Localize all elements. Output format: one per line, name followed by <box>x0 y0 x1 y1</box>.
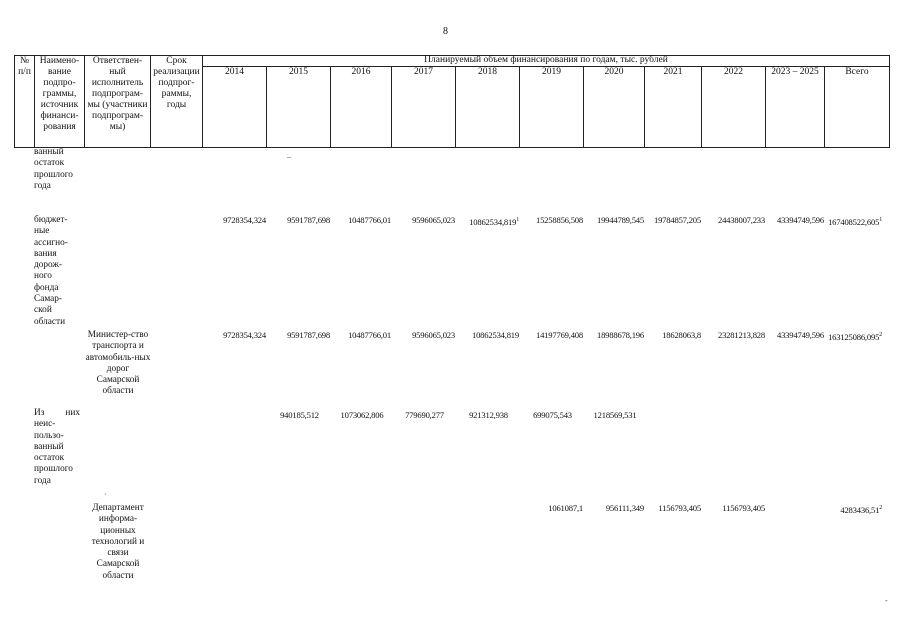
value-cell-dept <box>522 503 583 514</box>
value-cell-ministry <box>394 330 455 341</box>
footnote-mark: 1 <box>516 217 519 223</box>
value-text: 9596065,023 <box>412 330 455 340</box>
header-year: 2022 <box>702 67 766 148</box>
value-cell-ministry <box>586 330 644 341</box>
value-text: 19944789,545 <box>596 215 644 225</box>
header-year-total: Всего <box>825 67 890 148</box>
header-year: 2017 <box>392 67 456 148</box>
value-text: 15258856,508 <box>535 215 583 225</box>
table-header <box>14 55 890 148</box>
value-text: 14197769,408 <box>535 330 583 340</box>
value-cell-ministry <box>205 330 266 341</box>
value-text: 19784857,205 <box>653 215 701 225</box>
value-text: 1156793,405 <box>722 503 765 513</box>
value-text: 10862534,819 <box>471 330 519 340</box>
value-cell-budget <box>768 215 824 226</box>
value-text: 163125086,095 <box>828 331 880 342</box>
footnote-mark: 2 <box>879 505 882 511</box>
value-text: 23281213,828 <box>717 330 765 340</box>
dept-label: Департамент информа-ционных технологий и связи Самарской области <box>91 503 145 581</box>
value-cell-unused <box>458 410 519 421</box>
value-cell-ministry <box>333 330 391 341</box>
value-cell-dept <box>704 503 765 514</box>
dot-mark: · <box>104 490 107 499</box>
footnote-mark: 1 <box>879 217 882 223</box>
value-cell-ministry <box>458 330 519 341</box>
value-text: 921312,938 <box>469 410 508 420</box>
footnote-mark: 2 <box>879 332 882 338</box>
value-cell-unused <box>586 410 644 421</box>
value-cell-unused <box>269 410 330 421</box>
value-text: 956111,349 <box>605 503 644 513</box>
value-text: 9728354,324 <box>223 330 266 340</box>
value-text: 779690,277 <box>405 410 444 420</box>
value-text: 1073062,806 <box>340 410 384 420</box>
value-cell-unused <box>522 410 583 421</box>
value-cell-budget <box>394 215 455 226</box>
value-cell-ministry <box>647 330 701 341</box>
value-cell-unused <box>333 410 391 421</box>
value-cell-budget <box>269 215 330 226</box>
header-financing: Планируемый объем финансирования по годам, тыс. рублей <box>203 56 890 67</box>
value-cell-budget <box>205 215 266 226</box>
dash-mark: – <box>287 152 291 161</box>
header-year: 2018 <box>456 67 520 148</box>
value-text: 940185,512 <box>280 410 319 420</box>
value-text: 167408522,605 <box>828 216 880 227</box>
value-cell-ministry <box>768 330 824 341</box>
value-text: 10487766,01 <box>348 330 391 340</box>
value-cell-ministry <box>522 330 583 341</box>
value-text: 43394749,596 <box>776 330 824 340</box>
value-text: 4283436,51 <box>840 504 880 515</box>
page-number: 8 <box>443 26 448 37</box>
value-cell-budget <box>704 215 765 226</box>
value-text: 9591787,698 <box>287 330 330 340</box>
value-text: 18988678,196 <box>596 330 644 340</box>
ministry-label: Министер-ство транспорта и автомобиль-ных дорог Самарской области <box>85 330 151 397</box>
value-cell-unused <box>394 410 455 421</box>
header-period: Срок реализации подпрог-раммы, годы <box>151 56 203 148</box>
value-text: 9728354,324 <box>223 215 266 225</box>
value-text: 10487766,01 <box>348 215 391 225</box>
value-cell-ministry <box>827 330 882 343</box>
header-year: 2016 <box>331 67 392 148</box>
value-cell-dept <box>586 503 644 514</box>
value-text: 9596065,023 <box>412 215 455 225</box>
value-cell-budget <box>333 215 391 226</box>
value-text: 10862534,819 <box>469 216 517 227</box>
value-cell-ministry <box>704 330 765 341</box>
dash-mark: - <box>885 596 888 605</box>
value-cell-budget <box>827 215 882 228</box>
header-year: 2014 <box>203 67 267 148</box>
value-text: 9591787,698 <box>287 215 330 225</box>
value-text: 1218569,531 <box>593 410 637 420</box>
header-year: 2019 <box>520 67 584 148</box>
header-year: 2021 <box>645 67 702 148</box>
value-cell-ministry <box>269 330 330 341</box>
header-year: 2020 <box>584 67 645 148</box>
value-text: 43394749,596 <box>776 215 824 225</box>
header-no: № п/п <box>15 56 35 148</box>
value-text: 24438007,233 <box>717 215 765 225</box>
budget-label: бюджет-ные ассигно-вания дорож-ного фонда Самар-ской области <box>34 215 68 327</box>
value-cell-dept <box>827 503 882 516</box>
value-text: 699075,543 <box>533 410 572 420</box>
value-cell-dept <box>647 503 701 514</box>
carry-over-label-top: ванный остаток прошлого года <box>34 147 73 191</box>
unused-label: Из них неис-пользо-ванный остаток прошлого года <box>34 408 80 486</box>
header-year: 2015 <box>267 67 331 148</box>
value-cell-budget <box>522 215 583 226</box>
header-year: 2023 – 2025 <box>766 67 825 148</box>
header-name: Наимено-вание подпро-граммы, источник финанси-рования <box>35 56 85 148</box>
value-cell-budget <box>647 215 701 226</box>
value-text: 1156793,405 <box>658 503 701 513</box>
value-text: 18628063,8 <box>662 330 701 340</box>
value-text: 1061087,1 <box>548 503 583 513</box>
header-executor: Ответствен-ный исполнитель подпрограм-мы (участники подпрограм-мы) <box>85 56 151 148</box>
value-cell-budget <box>458 215 519 228</box>
value-cell-budget <box>586 215 644 226</box>
